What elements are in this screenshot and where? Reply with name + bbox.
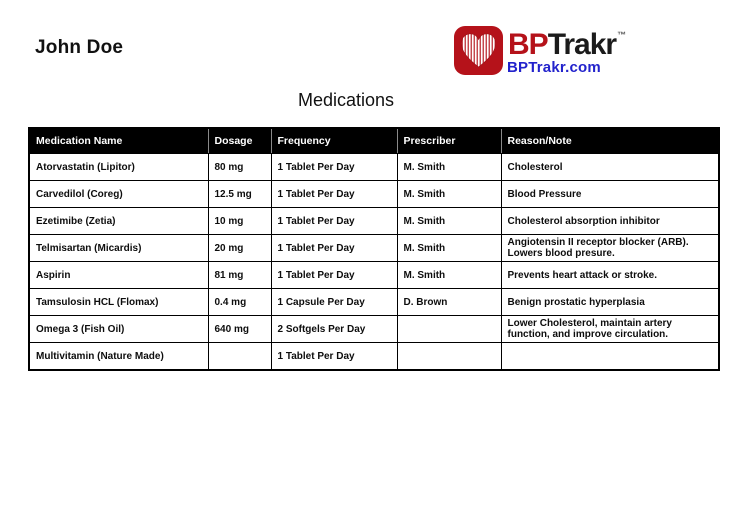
heart-icon: [454, 26, 503, 75]
cell-medication-name: Omega 3 (Fish Oil): [29, 316, 208, 343]
cell-dosage: 640 mg: [208, 316, 271, 343]
cell-dosage: 10 mg: [208, 208, 271, 235]
brand-name: [508, 30, 626, 60]
cell-prescriber: M. Smith: [397, 154, 501, 181]
table-row: [29, 289, 719, 316]
cell-dosage: 80 mg: [208, 154, 271, 181]
page-title: Medications: [297, 90, 395, 110]
table-row: [29, 316, 719, 343]
cell-frequency: 1 Tablet Per Day: [271, 208, 397, 235]
table-row: [29, 181, 719, 208]
column-header-medication-name: Medication Name: [29, 128, 208, 154]
cell-medication-name: Ezetimibe (Zetia): [29, 208, 208, 235]
brand-website-link[interactable]: BPTrakr.com: [507, 59, 601, 76]
cell-reason-note: Cholesterol absorption inhibitor: [501, 208, 719, 235]
table-row: [29, 235, 719, 262]
brand-name-trakr: Trakr: [547, 28, 617, 61]
cell-medication-name: Carvedilol (Coreg): [29, 181, 208, 208]
cell-prescriber: M. Smith: [397, 235, 501, 262]
cell-frequency: 1 Tablet Per Day: [271, 181, 397, 208]
cell-dosage: [208, 343, 271, 371]
cell-frequency: 1 Tablet Per Day: [271, 262, 397, 289]
table-row: [29, 343, 719, 371]
cell-prescriber: [397, 316, 501, 343]
table-row: [29, 154, 719, 181]
column-header-dosage: Dosage: [208, 128, 271, 154]
cell-medication-name: Tamsulosin HCL (Flomax): [29, 289, 208, 316]
cell-dosage: 0.4 mg: [208, 289, 271, 316]
cell-medication-name: Telmisartan (Micardis): [29, 235, 208, 262]
column-header-reason-note: Reason/Note: [501, 128, 719, 154]
cell-frequency: 1 Tablet Per Day: [271, 154, 397, 181]
table-row: [29, 262, 719, 289]
cell-reason-note: Angiotensin II receptor blocker (ARB). Lowers blood presure.: [501, 235, 719, 262]
cell-prescriber: M. Smith: [397, 262, 501, 289]
trademark-symbol: ™: [617, 30, 627, 40]
cell-dosage: 12.5 mg: [208, 181, 271, 208]
medications-table: [28, 127, 720, 371]
cell-dosage: 81 mg: [208, 262, 271, 289]
cell-reason-note: Benign prostatic hyperplasia: [501, 289, 719, 316]
cell-medication-name: Aspirin: [29, 262, 208, 289]
cell-frequency: 1 Tablet Per Day: [271, 343, 397, 371]
cell-reason-note: Prevents heart attack or stroke.: [501, 262, 719, 289]
cell-frequency: 1 Tablet Per Day: [271, 235, 397, 262]
cell-prescriber: [397, 343, 501, 371]
cell-frequency: 2 Softgels Per Day: [271, 316, 397, 343]
cell-prescriber: D. Brown: [397, 289, 501, 316]
table-header-row: [29, 128, 719, 154]
cell-medication-name: Atorvastatin (Lipitor): [29, 154, 208, 181]
brand-name-bp: BP: [508, 28, 548, 61]
table-row: [29, 208, 719, 235]
cell-medication-name: Multivitamin (Nature Made): [29, 343, 208, 371]
cell-reason-note: Lower Cholesterol, maintain artery function, and improve circulation.: [501, 316, 719, 343]
cell-reason-note: [501, 343, 719, 371]
cell-prescriber: M. Smith: [397, 208, 501, 235]
column-header-prescriber: Prescriber: [397, 128, 501, 154]
cell-prescriber: M. Smith: [397, 181, 501, 208]
patient-name: John Doe: [35, 37, 124, 58]
column-header-frequency: Frequency: [271, 128, 397, 154]
cell-reason-note: Blood Pressure: [501, 181, 719, 208]
cell-reason-note: Cholesterol: [501, 154, 719, 181]
cell-frequency: 1 Capsule Per Day: [271, 289, 397, 316]
cell-dosage: 20 mg: [208, 235, 271, 262]
